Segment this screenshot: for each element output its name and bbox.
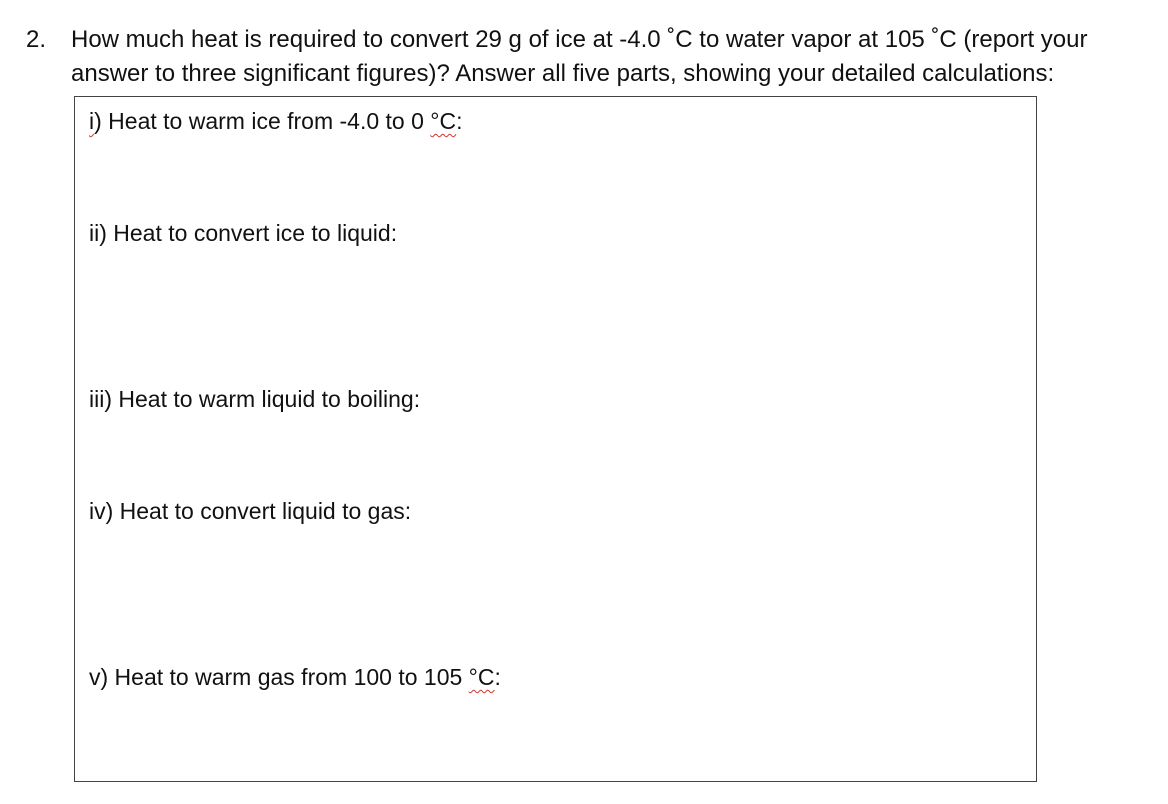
part-iii-label: iii) Heat to warm liquid to boiling:	[89, 386, 421, 412]
part-v-suffix: :	[494, 664, 501, 690]
question-number: 2.	[26, 26, 47, 53]
part-i-suffix: :	[456, 108, 463, 134]
part-i-prefix: i	[89, 108, 95, 134]
question-text-line-1: How much heat is required to convert 29 g of ice at -4.0 ˚C to water vapor at 105 ˚C (report your	[71, 26, 1088, 53]
part-v-unit: °C	[468, 664, 495, 690]
part-i-text: ) Heat to warm ice from -4.0 to 0	[94, 108, 431, 134]
part-iv-label: iv) Heat to convert liquid to gas:	[89, 498, 412, 524]
part-i-unit: °C	[430, 108, 457, 134]
part-v-text: v) Heat to warm gas from 100 to 105	[89, 664, 469, 690]
part-i-label	[89, 105, 463, 137]
answer-box[interactable]	[74, 96, 1037, 782]
part-ii-label: ii) Heat to convert ice to liquid:	[89, 220, 398, 246]
question-block	[0, 0, 1168, 100]
part-v-label	[89, 661, 501, 693]
question-text-line-2: answer to three significant figures)? Answer all five parts, showing your detailed calculations:	[71, 60, 1055, 87]
